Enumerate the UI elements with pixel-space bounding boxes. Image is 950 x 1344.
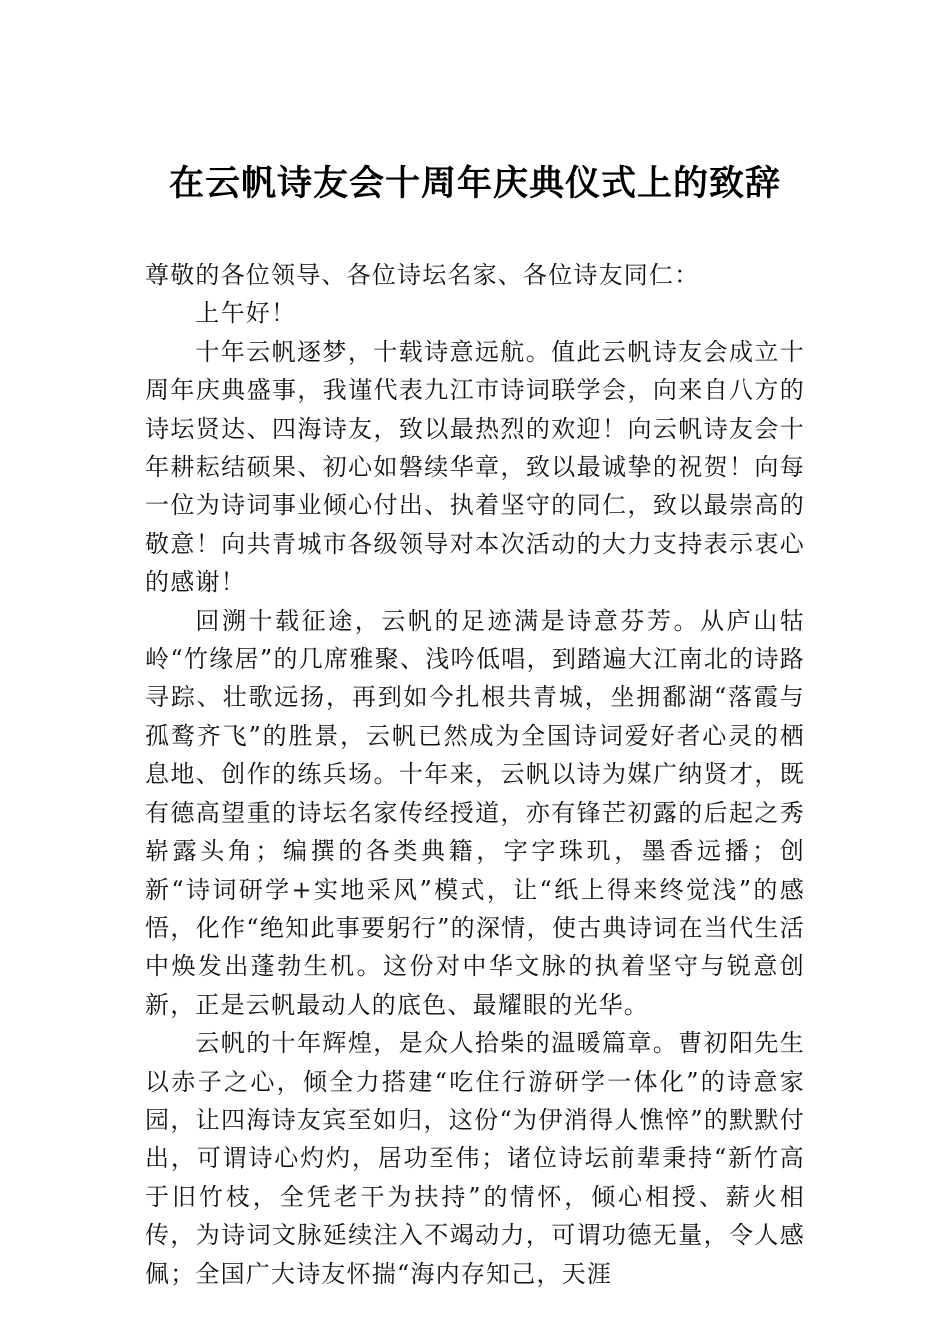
paragraph-1: 十年云帆逐梦，十载诗意远航。值此云帆诗友会成立十周年庆典盛事，我谨代表九江市诗词联学会，向来自八方的诗坛贤达、四海诗友，致以最热烈的欢迎！向云帆诗友会十年耕耘结硕果、初心如磐续华章，致以最诚挚的祝贺！向每一位为诗词事业倾心付出、执着坚守的同仁，致以最崇高的敬意！向共青城市各级领导对本次活动的大力支持表示衷心的感谢！	[145, 337, 805, 597]
greeting: 上午好！	[195, 299, 297, 328]
document-title: 在云帆诗友会十周年庆典仪式上的致辞	[168, 163, 781, 204]
salutation: 尊敬的各位领导、各位诗坛名家、各位诗友同仁：	[145, 261, 700, 289]
paragraph-2: 回溯十载征途，云帆的足迹满是诗意芬芳。从庐山牯岭“竹缘居”的几席雅聚、浅吟低唱，到踏遍大江南北的诗路寻踪、壮歌远扬，再到如今扎根共青城，坐拥鄱湖“落霞与孤鹜齐飞”的胜景，云帆已然成为全国诗词爱好者心灵的栖息地、创作的练兵场。十年来，云帆以诗为媒广纳贤才，既有德高望重的诗坛名家传经授道，亦有锋芒初露的后起之秀崭露头角；编撰的各类典籍，字字珠玑，墨香远播；创新“诗词研学+实地采风”模式，让“纸上得来终觉浅”的感悟，化作“绝知此事要躬行”的深情，使古典诗词在当代生活中焕发出蓬勃生机。这份对中华文脉的执着坚守与锐意创新，正是云帆最动人的底色、最耀眼的光华。	[145, 606, 805, 1019]
paragraph-3: 云帆的十年辉煌，是众人拾柴的温暖篇章。曹初阳先生以赤子之心，倾全力搭建“吃住行游研学一体化”的诗意家园，让四海诗友宾至如归，这份“为伊消得人憔悴”的默默付出，可谓诗心灼灼，居功至伟；诸位诗坛前辈秉持“新竹高于旧竹枝，全凭老干为扶持”的情怀，倾心相授、薪火相传，为诗词文脉延续注入不竭动力，可谓功德无量，令人感佩；全国广大诗友怀揣“海内存知己，天涯	[145, 1029, 805, 1288]
document-body	[145, 256, 805, 1293]
